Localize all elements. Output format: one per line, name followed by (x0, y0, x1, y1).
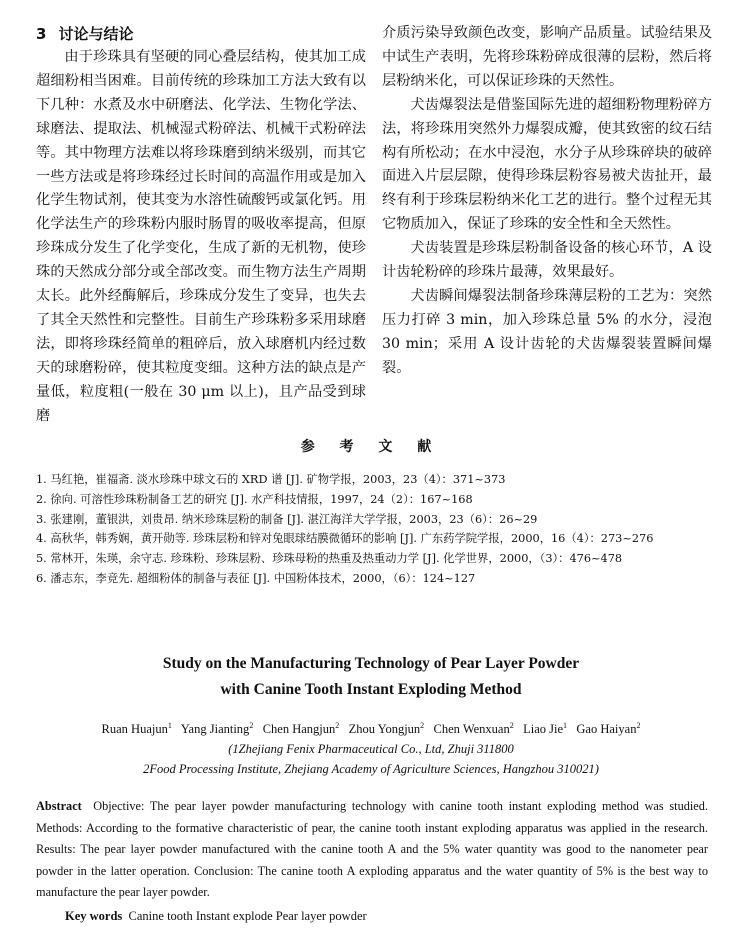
keywords-text: Canine tooth Instant explode Pear layer powder (128, 909, 367, 923)
right-paragraph-3: 犬齿装置是珍珠层粉制备设备的核心环节，A 设计齿轮粉碎的珍珠片最薄，效果最好。 (382, 240, 712, 281)
left-column (36, 22, 366, 429)
author: Liao Jie$^1$ (523, 721, 568, 737)
right-paragraph-4: 犬齿瞬间爆裂法制备珍珠薄层粉的工艺为：突然压力打碎 3 min，加入珍珠总量 5% 的水分，浸泡 30 min；采用 A 设计齿轮的犬齿爆裂装置瞬间爆裂。 (382, 287, 712, 376)
author: Gao Haiyan$^2$ (576, 721, 641, 737)
section-heading (36, 22, 366, 46)
right-column (382, 22, 712, 381)
affiliation-1: (1Zhejiang Fenix Pharmaceutical Co., Ltd, Zhuji 311800 (228, 742, 514, 757)
references-list (36, 470, 716, 589)
reference-item: 5. 常林开，朱瑛，余守志. 珍珠粉、珍珠层粉、珍珠母粉的热重及热重动力学 [J]. 化学世界，2000，（3）：476~478 (36, 552, 623, 566)
author-block (0, 716, 742, 779)
author: Ruan Huajun$^1$ (101, 721, 172, 737)
abstract (36, 796, 708, 904)
abstract-label: Abstract (36, 799, 82, 813)
author: Yang Jianting$^2$ (180, 721, 254, 737)
references-heading: 参 考 文 献 (300, 439, 442, 455)
author: Chen Wenxuan$^2$ (433, 721, 514, 737)
english-title-line-2: with Canine Tooth Instant Exploding Method (220, 681, 522, 698)
left-paragraph-1: 由于珍珠具有坚硬的同心叠层结构，使其加工成超细粉相当困难。目前传统的珍珠加工方法大致有以下几种：水煮及水中研磨法、化学法、生物化学法、球磨法、提取法、机械湿式粉碎法、机械干式粉碎法等。其中物理方法难以将珍珠磨到纳米级别，而其它一些方法或是将珍珠经过长时间的高温作用或是加入化学生物试剂，使其变为水溶性硫酸钙或氯化钙。用化学法生产的珍珠粉内服时肠胃的吸收率提高，但原珍珠成分发生了化学变化，生成了新的无机物，使珍珠的天然成分部分或全部改变。而生物方法生产周期太长。此外经酶解后，珍珠成分发生了变异，也失去了其全天然性和完整性。目前生产珍珠粉多采用球磨法，即将珍珠经简单的粗碎后，放入球磨机内经过数天的球磨粉碎，使其粒度变细。这种方法的缺点是产量低，粒度粗(一般在 30 μm 以上)，且产品受到球磨 (36, 49, 366, 424)
english-title-line-1: Study on the Manufacturing Technology of Pear Layer Powder (162, 655, 580, 672)
reference-item: 1. 马红艳，崔福斋. 淡水珍珠中球文石的 XRD 谱 [J]. 矿物学报，2003，23（4）：371~373 (36, 473, 506, 486)
reference-item: 4. 高秋华，韩秀娴，黄开勋等. 珍珠层粉和锌对兔眼球结膜微循环的影响 [J]. 广东药学院学报，2000，16（4）：273~276 (36, 532, 654, 546)
reference-item: 3. 张建刚，董银洪，刘贵昂. 纳米珍珠层粉的制备 [J]. 湛江海洋大学学报，2003，23（6）：26~29 (36, 512, 538, 526)
author: Chen Hangjun$^2$ (262, 721, 340, 737)
author-list (0, 716, 742, 739)
english-title (0, 651, 742, 703)
section-title: 讨论与结论 (58, 25, 134, 43)
reference-item: 2. 徐向. 可溶性珍珠粉制备工艺的研究 [J]. 水产科技情报，1997，24（2）：167~168 (36, 492, 473, 506)
affiliation-2: 2Food Processing Institute, Zhejiang Academy of Agriculture Sciences, Hangzhou 310021) (143, 762, 599, 777)
keywords-label: Key words (65, 909, 123, 923)
right-paragraph-1: 介质污染导致颜色改变，影响产品质量。试验结果及中试生产表明，先将珍珠粉碎成很薄的层粉，然后将层粉纳米化，可以保证珍珠的天然性。 (382, 25, 712, 89)
section-number: 3 (36, 25, 47, 43)
abstract-text: Objective: The pear layer powder manufacturing technology with canine tooth instant exploding method was studied. Methods: According to the formative characteristic of pear, the canine tooth instant exploding apparatus was applied in the research. Results: The pear layer powder manufactured with the canine tooth A and the 5% water quantity was good to the nanometer pear powder in the latter operation. Conclusion: The canine tooth A exploding apparatus and the water quantity of 5% is the best way to manufacture the pear layer powder. (36, 799, 708, 899)
keywords (65, 909, 367, 924)
reference-item: 6. 潘志东，李竞先. 超细粉体的制备与表征 [J]. 中国粉体技术，2000，（6）：124~127 (36, 571, 476, 585)
author: Zhou Yongjun$^2$ (348, 721, 425, 737)
right-paragraph-2: 犬齿爆裂法是借鉴国际先进的超细粉物理粉碎方法，将珍珠用突然外力爆裂成瓣，使其致密的纹石结构有所松动；在水中浸泡，水分子从珍珠碎块的破碎面进入片层层隙，使得珍珠层粉容易被犬齿扯开，最终有利于珍珠层粉纳米化工艺的进行。整个过程无其它物质加入，保证了珍珠的安全性和全天然性。 (382, 96, 712, 233)
